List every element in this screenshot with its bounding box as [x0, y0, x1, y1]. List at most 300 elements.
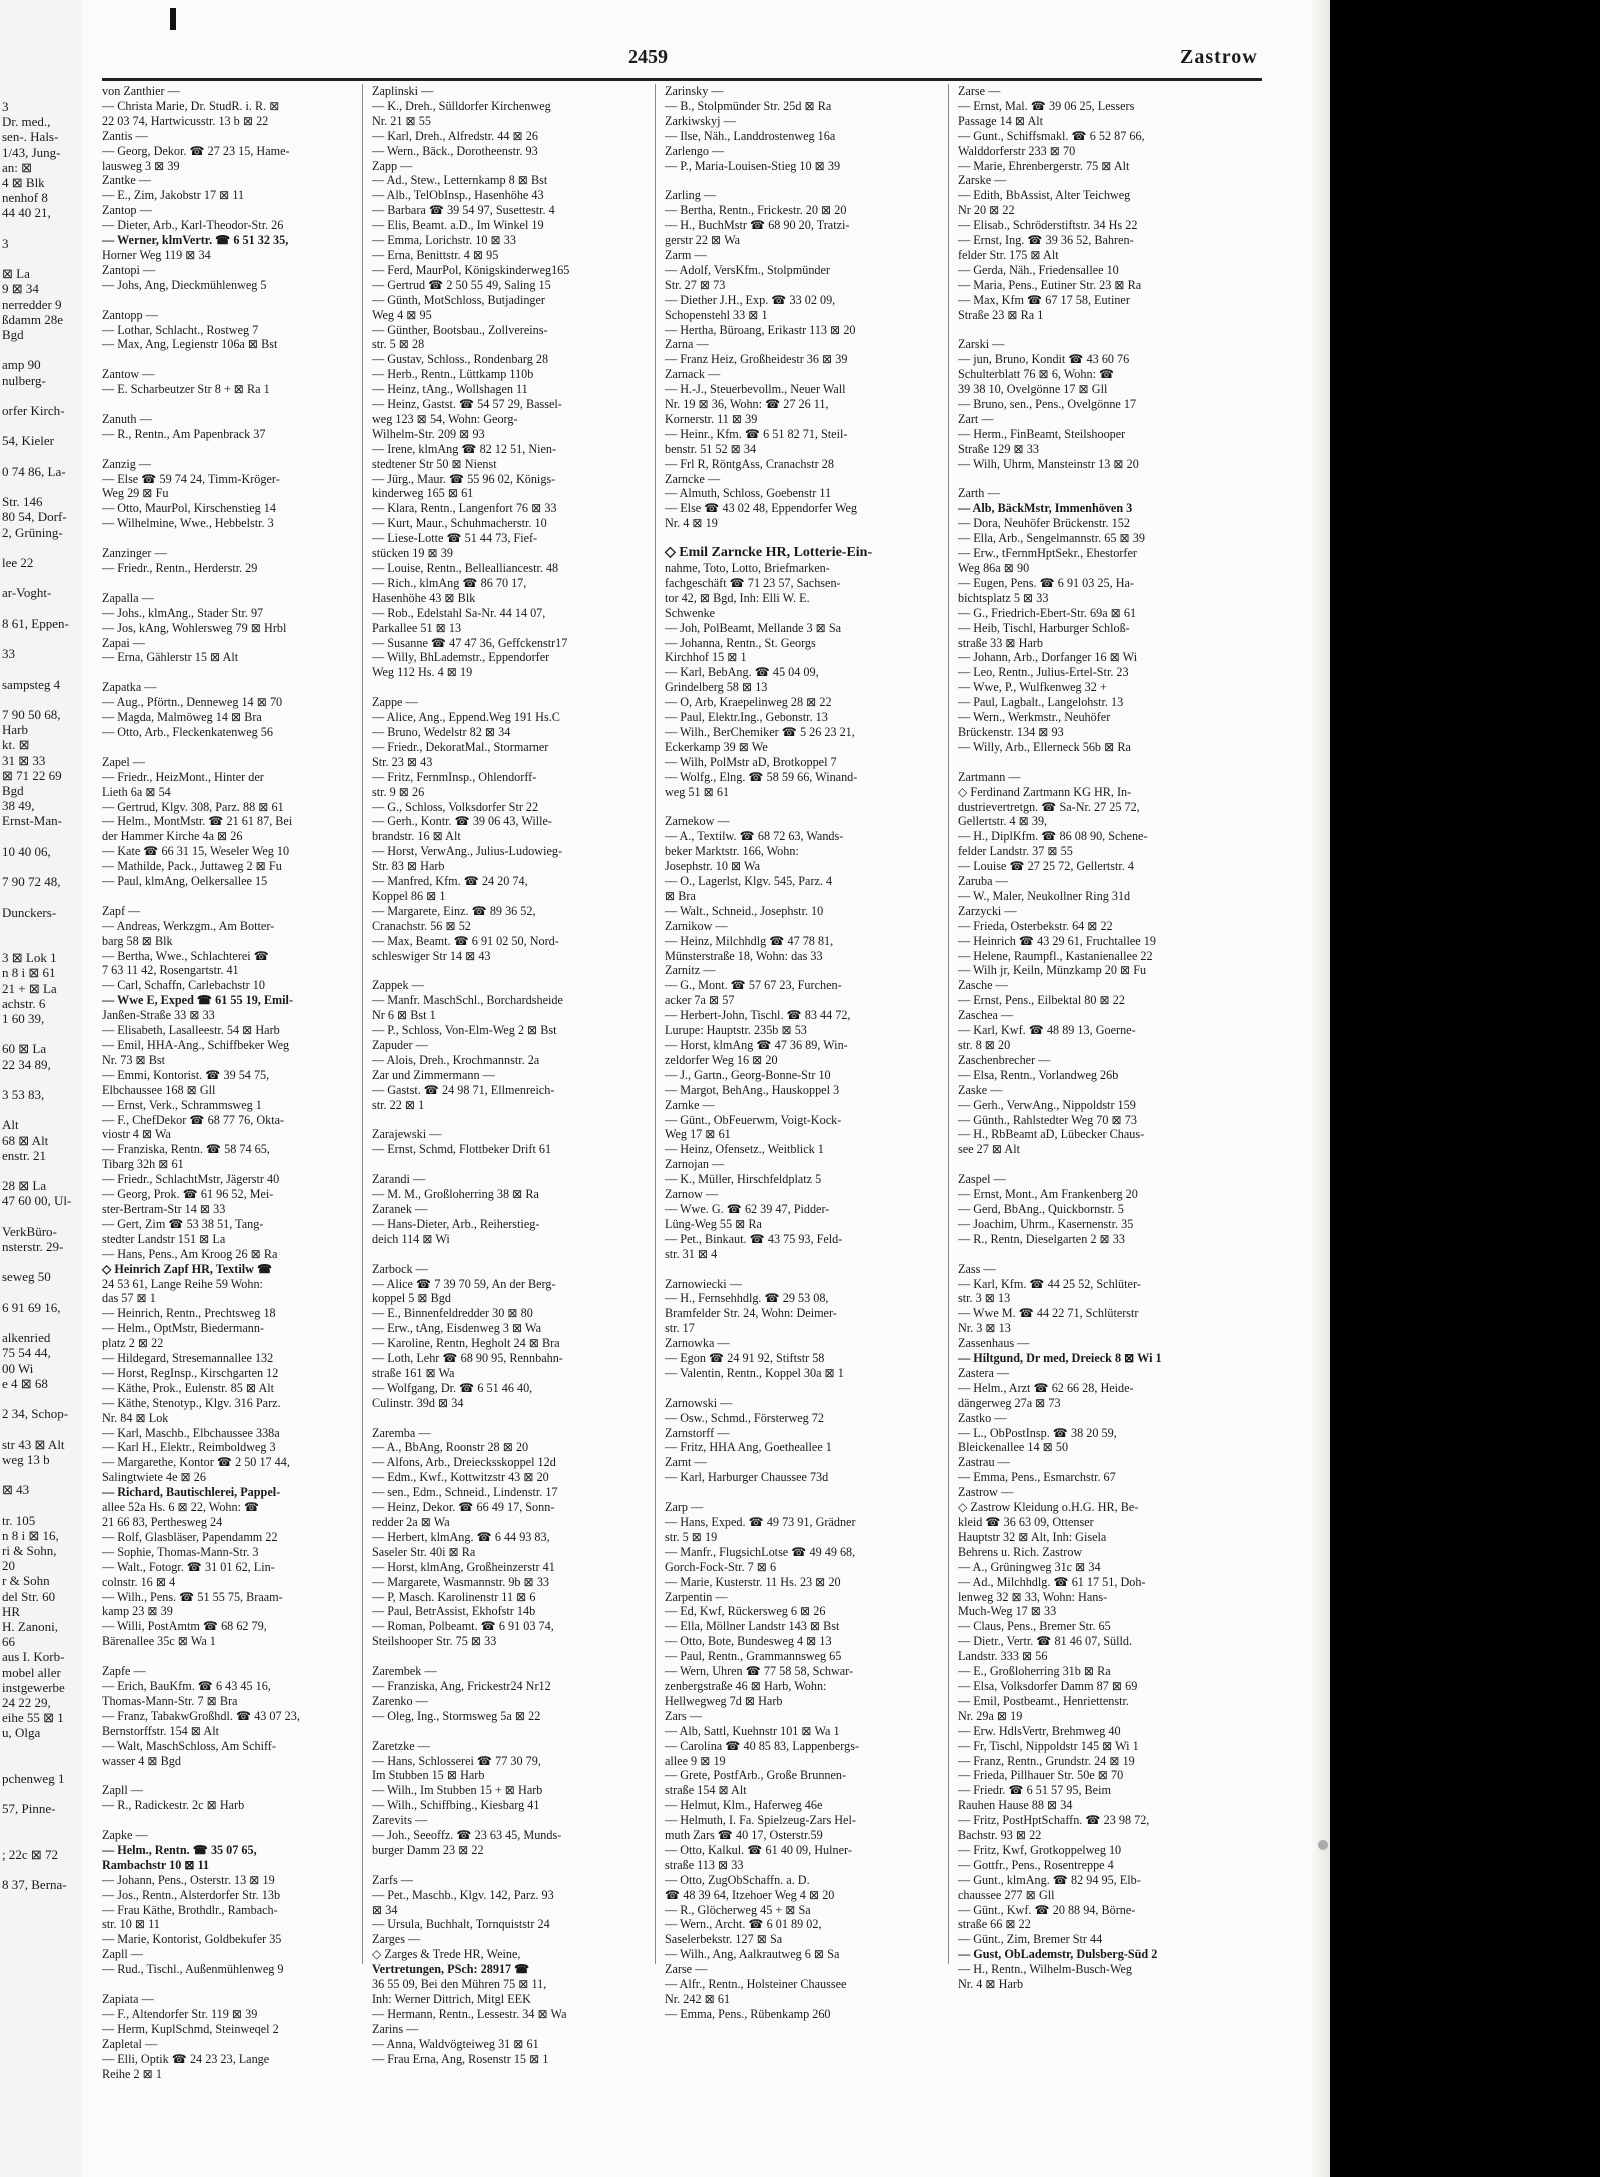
directory-entry: — Bertha, Rentn., Frickestr. 20 ⊠ 20	[665, 203, 847, 218]
directory-entry: — Dieter, Arb., Karl-Theodor-Str. 26	[102, 218, 284, 233]
directory-entry: — Ernst, Schmd, Flottbeker Drift 61	[372, 1142, 552, 1157]
directory-entry: — Günt., Zim, Bremer Str 44	[958, 1932, 1103, 1947]
directory-entry: — Walt., Fotogr. ☎ 31 01 62, Lin-	[102, 1559, 275, 1574]
surname-heading: Weg 86a ⊠ 90	[958, 561, 1030, 575]
prev-page-fragment: 2 34, Schop-	[2, 1406, 69, 1422]
surname-heading: str. 5 ⊠ 19	[665, 1529, 718, 1544]
directory-entry: — Horst, klmAng ☎ 47 36 89, Win-	[665, 1038, 848, 1052]
directory-entry: — H., BuchMstr ☎ 68 90 20, Tratzi-	[665, 218, 850, 233]
directory-entry: — Heinz, Milchhdlg ☎ 47 78 81,	[665, 933, 834, 948]
directory-entry: — Karl H., Elektr., Reimboldweg 3	[102, 1440, 276, 1455]
surname-heading: wasser 4 ⊠ Bgd	[102, 1753, 181, 1768]
prev-page-fragment: Dr. med.,	[2, 114, 51, 130]
directory-entry: — Karl, Harburger Chaussee 73d	[665, 1470, 829, 1485]
directory-entry: — Frau Käthe, Brothdlr., Rambach-	[102, 1902, 278, 1917]
prev-page-fragment: 47 60 00, Ul-	[2, 1193, 72, 1209]
directory-entry: — Gerh., Kontr. ☎ 39 06 43, Wille-	[372, 814, 552, 829]
directory-entry: — Heib, Tischl, Harburger Schloß-	[958, 620, 1130, 635]
directory-entry: — Wilh, PolMstr aD, Brotkoppel 7	[665, 754, 837, 769]
surname-heading: Zarling —	[665, 188, 717, 203]
directory-entry: — Elli, Optik ☎ 24 23 23, Lange	[102, 2051, 270, 2066]
directory-entry: — Horst, VerwAng., Julius-Ludowieg-	[372, 844, 563, 859]
surname-heading: Schulterblatt 76 ⊠ 6, Wohn: ☎	[958, 367, 1115, 382]
surname-heading: Zapke —	[102, 1828, 148, 1843]
directory-entry: — Richard, Bautischlerei, Pappel-	[102, 1485, 281, 1500]
directory-entry: — Elsa, Rentn., Vorlandweg 26b	[958, 1067, 1119, 1082]
directory-entry: — Max, Beamt. ☎ 6 91 02 50, Nord-	[372, 933, 559, 948]
directory-entry: — Gunt., klmAng. ☎ 82 94 95, Elb-	[958, 1872, 1141, 1887]
surname-heading: colnstr. 16 ⊠ 4	[102, 1574, 176, 1589]
surname-heading: beker Marktstr. 166, Wohn:	[665, 844, 799, 859]
surname-heading: Vertretungen, PSch: 28917 ☎	[372, 1962, 530, 1977]
directory-entry: — Margarete, Einz. ☎ 89 36 52,	[372, 903, 536, 918]
prev-page-fragment: sen-. Hals-	[2, 129, 59, 145]
surname-heading: Nr. 21 ⊠ 55	[372, 113, 431, 128]
prev-page-fragment: 33	[2, 646, 15, 662]
directory-entry: — Heinrich, Rentn., Prechtsweg 18	[102, 1306, 276, 1321]
directory-entry: — Emma, Pens., Esmarchstr. 67	[958, 1470, 1116, 1485]
directory-entry: — Friedr., SchlachtMstr, Jägerstr 40	[102, 1172, 280, 1187]
directory-entry: — Wilh jr, Keiln, Münzkamp 20 ⊠ Fu	[958, 963, 1147, 978]
prev-page-fragment: e 4 ⊠ 68	[2, 1375, 48, 1391]
surname-heading: Zarski —	[958, 337, 1005, 352]
directory-entry: — Hans, Schlosserei ☎ 77 30 79,	[372, 1753, 541, 1768]
directory-entry: — Ernst, Verk., Schrammsweg 1	[102, 1097, 262, 1112]
surname-heading: Zarth —	[958, 486, 1000, 501]
prev-page-fragment: Harb	[2, 722, 28, 738]
surname-heading: Bernstorffstr. 154 ⊠ Alt	[102, 1723, 219, 1738]
surname-heading: Parkallee 51 ⊠ 13	[372, 620, 462, 635]
prev-page-fragment: 7 90 72 48,	[2, 874, 61, 890]
directory-entry: — Gertrud ☎ 2 50 55 49, Saling 15	[372, 277, 551, 292]
directory-entry: — Emil, HHA-Ang., Schiffbeker Weg	[102, 1038, 290, 1052]
surname-heading: Bachstr. 93 ⊠ 22	[958, 1828, 1042, 1843]
directory-entry: — Heinz, Ofensetz., Weitblick 1	[665, 1142, 824, 1157]
surname-heading: Nr 20 ⊠ 22	[958, 203, 1015, 218]
directory-entry: — sen., Edm., Schneid., Lindenstr. 17	[372, 1485, 558, 1500]
directory-entry: — Heinz, Dekor. ☎ 66 49 17, Sonn-	[372, 1500, 555, 1515]
surname-heading: Zars —	[665, 1708, 702, 1723]
directory-entry: — Karoline, Rentn, Hegholt 24 ⊠ Bra	[372, 1336, 560, 1351]
column-4	[958, 84, 1208, 1992]
surname-heading	[102, 1768, 352, 1783]
surname-heading: Zapalla —	[102, 590, 154, 605]
directory-entry: — Gastst. ☎ 24 98 71, Ellmenreich-	[372, 1082, 555, 1097]
surname-heading: Zarbock —	[372, 1261, 428, 1276]
directory-entry: — Elisab., Schröderstiftstr. 34 Hs 22	[958, 218, 1138, 233]
directory-entry: — Joh., Seeoffz. ☎ 23 63 45, Munds-	[372, 1828, 562, 1843]
surname-heading: Zasche —	[958, 978, 1008, 993]
directory-entry: — Kate ☎ 66 31 15, Weseler Weg 10	[102, 844, 290, 859]
surname-heading: Zarse —	[665, 1962, 708, 1977]
directory-entry: — Barbara ☎ 39 54 97, Susettestr. 4	[372, 203, 555, 218]
directory-entry: — Claus, Pens., Bremer Str. 65	[958, 1619, 1111, 1634]
directory-entry: — Ernst, Mal. ☎ 39 06 25, Lessers	[958, 98, 1135, 113]
directory-entry: — Gustav, Schloss., Rondenbarg 28	[372, 352, 549, 367]
surname-heading: Walddorferstr 233 ⊠ 70	[958, 143, 1076, 158]
directory-entry: — Friedr., DekoratMal., Stormarner	[372, 739, 549, 754]
surname-heading: Zarse —	[958, 84, 1001, 98]
surname-heading	[665, 1262, 915, 1277]
directory-entry: — Wern., Archt. ☎ 6 01 89 02,	[665, 1917, 822, 1932]
directory-entry: — R., Rentn, Dieselgarten 2 ⊠ 33	[958, 1231, 1125, 1246]
prev-page-fragment: 3	[2, 99, 9, 114]
prev-page-fragment: 54, Kieler	[2, 433, 54, 449]
directory-entry: — Alois, Dreh., Krochmannstr. 2a	[372, 1052, 540, 1067]
surname-heading: Zarnow —	[665, 1187, 719, 1202]
prev-page-fragment: 10 40 06,	[2, 843, 51, 859]
directory-entry: — Otto, MaurPol, Kirschenstieg 14	[102, 501, 276, 516]
directory-entry: — Wilh., Pens. ☎ 51 55 75, Braam-	[102, 1589, 283, 1604]
surname-heading: Zarnitz —	[665, 963, 716, 978]
directory-entry: — Wern., Bäck., Dorotheenstr. 93	[372, 143, 538, 158]
surname-heading: Zarinsky —	[665, 84, 724, 98]
surname-heading: Zarnowka —	[665, 1336, 730, 1351]
surname-heading	[372, 1157, 622, 1172]
directory-entry: — Hiltgund, Dr med, Dreieck 8 ⊠ Wi 1	[958, 1351, 1162, 1366]
directory-entry: — Kurt, Maur., Schuhmacherstr. 10	[372, 516, 547, 531]
prev-page-fragment: 38 49,	[2, 798, 35, 814]
directory-entry: — Diether J.H., Exp. ☎ 33 02 09,	[665, 292, 836, 307]
surname-heading: koppel 5 ⊠ Bgd	[372, 1291, 451, 1306]
surname-heading: Kirchhof 15 ⊠ 1	[665, 650, 747, 665]
directory-entry: — Pet., Binkaut. ☎ 43 75 93, Feld-	[665, 1231, 843, 1246]
directory-entry: — Willi, PostAmtm ☎ 68 62 79,	[102, 1619, 267, 1634]
surname-heading: Zarnstorff —	[665, 1425, 730, 1440]
surname-heading: Str. 27 ⊠ 73	[665, 277, 726, 292]
surname-heading: str. 5 ⊠ 28	[372, 337, 425, 352]
directory-entry: — Manfr., FlugsichLotse ☎ 49 49 68,	[665, 1544, 856, 1559]
directory-entry: — Wern., Werkmstr., Neuhöfer	[958, 710, 1111, 725]
directory-entry: — Johann, Pens., Osterstr. 13 ⊠ 19	[102, 1872, 275, 1887]
surname-heading: Bärenallee 35c ⊠ Wa 1	[102, 1634, 216, 1649]
running-head: Zastrow	[1180, 46, 1258, 68]
directory-entry: — Magda, Malmöweg 14 ⊠ Bra	[102, 710, 262, 725]
prev-page-fragment: Bgd	[2, 783, 24, 798]
directory-entry: — Gust, ObLademstr, Dulsberg-Süd 2	[958, 1947, 1158, 1962]
prev-page-fragment: 3 53 83,	[2, 1087, 45, 1102]
directory-entry: — Osw., Schmd., Försterweg 72	[665, 1410, 824, 1425]
directory-entry: — R., Radickestr. 2c ⊠ Harb	[102, 1798, 245, 1813]
surname-heading: Zaruba —	[958, 874, 1008, 889]
surname-heading: platz 2 ⊠ 22	[102, 1336, 164, 1351]
surname-heading: Zastera —	[958, 1365, 1010, 1380]
column-1	[102, 84, 352, 2081]
directory-entry: — Günt., ObFeuerwm, Voigt-Kock-	[665, 1112, 842, 1127]
surname-heading: zenbergstraße 46 ⊠ Harb, Wohn:	[665, 1678, 827, 1693]
prev-page-fragment: lee 22	[2, 555, 34, 570]
surname-heading: str. 8 ⊠ 20	[958, 1038, 1011, 1052]
surname-heading: Bramfelder Str. 24, Wohn: Deimer-	[665, 1306, 837, 1321]
surname-heading	[102, 1813, 352, 1828]
surname-heading	[102, 531, 352, 546]
directory-entry: — Erna, Gählerstr 15 ⊠ Alt	[102, 650, 239, 665]
directory-entry: — Karl, Kwf. ☎ 48 89 13, Goerne-	[958, 1023, 1136, 1038]
surname-heading: Horner Weg 119 ⊠ 34	[102, 247, 211, 262]
directory-entry: — Helmut, Klm., Haferweg 46e	[665, 1798, 823, 1813]
directory-entry: — Else ☎ 59 74 24, Timm-Kröger-	[102, 471, 280, 486]
surname-heading: str. 31 ⊠ 4	[665, 1246, 718, 1261]
surname-heading: Saseler Str. 40i ⊠ Ra	[372, 1544, 476, 1559]
prev-page-fragment: 8 61, Eppen-	[2, 615, 69, 631]
surname-heading: Zarajewski —	[372, 1127, 442, 1142]
directory-entry: — Ursula, Buchhalt, Tornquiststr 24	[372, 1917, 550, 1932]
directory-entry: — Louise, Rentn., Bellealliancestr. 48	[372, 561, 559, 575]
directory-entry: — Wilh., Ang, Aalkrautweg 6 ⊠ Sa	[665, 1947, 840, 1962]
directory-entry: — Ernst, Pens., Eilbektal 80 ⊠ 22	[958, 993, 1125, 1008]
directory-entry: — Otto, Bote, Bundesweg 4 ⊠ 13	[665, 1634, 832, 1649]
surname-heading: stedter Landstr 151 ⊠ La	[102, 1231, 226, 1246]
directory-entry: — Hertha, Büroang, Erikastr 113 ⊠ 20	[665, 322, 856, 337]
surname-heading: str. 22 ⊠ 1	[372, 1097, 425, 1112]
prev-page-fragment: 21 + ⊠ La	[2, 980, 57, 996]
directory-entry: — Jürg., Maur. ☎ 55 96 02, Königs-	[372, 471, 556, 486]
directory-entry: — Sophie, Thomas-Mann-Str. 3	[102, 1544, 259, 1559]
surname-heading: Zaranek —	[372, 1201, 428, 1216]
surname-heading: Nr. 73 ⊠ Bst	[102, 1052, 166, 1067]
directory-entry: — Alice ☎ 7 39 70 59, An der Berg-	[372, 1276, 556, 1291]
directory-entry: — Gerd, BbAng., Quickbornstr. 5	[958, 1201, 1124, 1216]
surname-heading: Zapuder —	[372, 1038, 428, 1052]
directory-entry: — Gottfr., Pens., Rosentreppe 4	[958, 1857, 1114, 1872]
directory-entry: — A., BbAng, Roonstr 28 ⊠ 20	[372, 1440, 529, 1455]
surname-heading: allee 9 ⊠ 19	[665, 1753, 726, 1768]
directory-page	[82, 0, 1330, 2177]
surname-heading: 24 53 61, Lange Reihe 59 Wohn:	[102, 1276, 263, 1291]
scan-background	[1330, 0, 1600, 2177]
surname-heading: stedtener Str 50 ⊠ Nienst	[372, 456, 497, 471]
directory-entry: — Friedr. ☎ 6 51 57 95, Beim	[958, 1783, 1111, 1798]
prev-page-fragment: ⊠ 43	[2, 1482, 30, 1498]
directory-entry: — Paul, Rentn., Grammannsweg 65	[665, 1649, 842, 1664]
prev-page-fragment: nerredder 9	[2, 296, 62, 312]
surname-heading	[102, 442, 352, 457]
surname-heading: dängerweg 27a ⊠ 73	[958, 1395, 1061, 1410]
surname-heading: der Hammer Kirche 4a ⊠ 26	[102, 829, 243, 844]
surname-heading: str. 17	[665, 1321, 695, 1336]
directory-entry: ◇ Zastrow Kleidung o.H.G. HR, Be-	[958, 1500, 1139, 1515]
prev-page-fragment: aus I. Korb-	[2, 1649, 65, 1665]
directory-entry: — Otto, ZugObSchaffn. a. D.	[665, 1872, 810, 1887]
prev-page-fragment: ⊠ La	[2, 266, 30, 282]
surname-heading: Zapiata —	[102, 1992, 154, 2006]
directory-entry: — K., Dreh., Sülldorfer Kirchenweg	[372, 98, 551, 113]
surname-heading	[372, 1113, 622, 1128]
surname-heading: Nr. 84 ⊠ Lok	[102, 1410, 169, 1425]
directory-entry: — jun, Bruno, Kondit ☎ 43 60 76	[958, 352, 1130, 367]
directory-entry: — Paul, Elektr.Ing., Gebonstr. 13	[665, 710, 828, 725]
surname-heading: Zastrow —	[958, 1485, 1014, 1500]
surname-heading: Zarembek —	[372, 1664, 437, 1679]
directory-entry: — Elsa, Volksdorfer Damm 87 ⊠ 69	[958, 1678, 1138, 1693]
surname-heading	[958, 1247, 1208, 1262]
surname-heading: Zaschenbrecher —	[958, 1052, 1051, 1067]
directory-entry: — Edith, BbAssist, Alter Teichweg	[958, 188, 1131, 203]
surname-heading: Cranachstr. 56 ⊠ 52	[372, 918, 471, 933]
prev-page-fragment: enstr. 21	[2, 1147, 47, 1163]
prev-page-fragment: 24 22 29,	[2, 1695, 51, 1710]
surname-heading: 36 55 09, Bei den Mühren 75 ⊠ 11,	[372, 1977, 547, 1992]
directory-entry: — Marie, Ehrenbergerstr. 75 ⊠ Alt	[958, 158, 1130, 173]
surname-heading: Zar und Zimmermann —	[372, 1067, 495, 1082]
surname-heading: redder 2a ⊠ Wa	[372, 1515, 450, 1529]
directory-entry: — Georg, Prok. ☎ 61 96 52, Mei-	[102, 1187, 274, 1202]
surname-heading	[372, 1411, 622, 1426]
surname-heading: Zarm —	[665, 247, 707, 262]
prev-page-fragment: seweg 50	[2, 1269, 51, 1285]
surname-heading: Hasenhöhe 43 ⊠ Blk	[372, 590, 476, 605]
directory-entry: — Emil, Postbeamt., Henriettenstr.	[958, 1693, 1129, 1708]
surname-heading: 21 66 83, Perthesweg 24	[102, 1515, 223, 1529]
column-divider	[655, 84, 656, 1964]
directory-entry: — Helmuth, I. Fa. Spielzeug-Zars Hel-	[665, 1813, 856, 1828]
directory-entry: — Wilh, Uhrm, Mansteinstr 13 ⊠ 20	[958, 456, 1139, 471]
directory-entry: ◇ Emil Zarncke HR, Lotterie-Ein-	[665, 545, 873, 561]
directory-entry: — G., Mont. ☎ 57 67 23, Furchen-	[665, 978, 842, 993]
previous-page-edge	[0, 0, 82, 2177]
surname-heading: Weg 29 ⊠ Fu	[102, 486, 169, 501]
surname-heading: Zarandi —	[372, 1172, 426, 1187]
surname-heading: Gellertstr. 4 ⊠ 39,	[958, 814, 1048, 829]
prev-page-fragment: ri & Sohn,	[2, 1543, 57, 1558]
prev-page-fragment: 1/43, Jung-	[2, 144, 61, 160]
prev-page-fragment: 00 Wi	[2, 1360, 34, 1376]
surname-heading	[958, 472, 1208, 487]
surname-heading: Zarlengo —	[665, 143, 725, 158]
surname-heading: Zaplinski —	[372, 84, 434, 98]
directory-entry: — L., ObPostInsp. ☎ 38 20 59,	[958, 1425, 1117, 1440]
directory-entry: — J., Gartn., Georg-Bonne-Str 10	[665, 1067, 831, 1082]
directory-entry: — Pet., Maschb., Klgv. 142, Parz. 93	[372, 1887, 554, 1902]
prev-page-fragment: sampsteg 4	[2, 676, 61, 692]
directory-entry: — Louise ☎ 27 25 72, Gellertstr. 4	[958, 859, 1134, 874]
prev-page-fragment: r & Sohn	[2, 1573, 50, 1589]
directory-entry: — Erich, BauKfm. ☎ 6 43 45 16,	[102, 1678, 271, 1693]
directory-entry: — Walt, MaschSchloss, Am Schiff-	[102, 1738, 276, 1753]
surname-heading: benstr. 51 52 ⊠ 34	[665, 441, 757, 456]
prev-page-fragment: 31 ⊠ 33	[2, 752, 46, 768]
surname-heading: straße 33 ⊠ Harb	[958, 635, 1044, 650]
directory-entry: — Max, Ang, Legienstr 106a ⊠ Bst	[102, 337, 278, 352]
surname-heading: Zarnekow —	[665, 814, 730, 829]
directory-entry: — Ad., Milchhdlg. ☎ 61 17 51, Doh-	[958, 1574, 1146, 1589]
surname-heading: Zarnowski —	[665, 1395, 733, 1410]
surname-heading: Zaremba —	[372, 1425, 431, 1440]
surname-heading: fachgeschäft ☎ 71 23 57, Sachsen-	[665, 575, 841, 590]
directory-entry: — Johs., klmAng., Stader Str. 97	[102, 605, 264, 620]
prev-page-fragment: 9 ⊠ 34	[2, 281, 39, 297]
directory-entry: — Erw., tAng, Eisdenweg 3 ⊠ Wa	[372, 1321, 541, 1336]
directory-entry: — Gerda, Näh., Friedensallee 10	[958, 262, 1119, 277]
prev-page-fragment: 3	[2, 235, 9, 251]
directory-entry: — Margarethe, Kontor ☎ 2 50 17 44,	[102, 1455, 290, 1470]
surname-heading: acker 7a ⊠ 57	[665, 993, 735, 1008]
directory-entry: — Friedr., Rentn., Herderstr. 29	[102, 561, 258, 575]
directory-entry: — Maria, Pens., Eutiner Str. 23 ⊠ Ra	[958, 277, 1142, 292]
surname-heading: dustrievertretgn. ☎ Sa-Nr. 27 25 72,	[958, 799, 1140, 814]
surname-heading: schleswiger Str 14 ⊠ 43	[372, 948, 491, 963]
prev-page-fragment: an: ⊠	[2, 159, 33, 175]
directory-entry: — Alb, Sattl, Kuehnstr 101 ⊠ Wa 1	[665, 1723, 840, 1738]
surname-heading: Zarfs —	[372, 1872, 413, 1887]
surname-heading: Elbchaussee 168 ⊠ Gll	[102, 1082, 216, 1097]
directory-entry: — Johs, Ang, Dieckmühlenweg 5	[102, 277, 267, 292]
surname-heading: Zappek —	[372, 978, 424, 993]
directory-entry: — Aug., Pförtn., Denneweg 14 ⊠ 70	[102, 695, 283, 710]
directory-entry: — R., Glöcherweg 45 + ⊠ Sa	[665, 1902, 811, 1917]
surname-heading	[372, 1858, 622, 1873]
surname-heading	[665, 800, 915, 815]
directory-entry: — Paul, Lagbalt., Langelohstr. 13	[958, 695, 1124, 710]
directory-entry: — Oleg, Ing., Stormsweg 5a ⊠ 22	[372, 1708, 541, 1723]
directory-entry: — Ed, Kwf, Rückersweg 6 ⊠ 26	[665, 1604, 826, 1619]
prev-page-fragment: 22 34 89,	[2, 1056, 51, 1072]
directory-entry: — Jos, kAng, Wohlersweg 79 ⊠ Hrbl	[102, 620, 287, 635]
surname-heading: Rambachstr 10 ⊠ 11	[102, 1857, 210, 1872]
directory-entry: — Werner, klmVertr. ☎ 6 51 32 35,	[102, 233, 289, 248]
surname-heading	[665, 1485, 915, 1500]
directory-entry: — Horst, RegInsp., Kirschgarten 12	[102, 1365, 279, 1380]
surname-heading: Münsterstraße 18, Wohn: das 33	[665, 948, 823, 963]
directory-entry: — Walt., Schneid., Josephstr. 10	[665, 903, 824, 918]
prev-page-fragment: 80 54, Dorf-	[2, 509, 67, 525]
surname-heading: chaussee 277 ⊠ Gll	[958, 1887, 1055, 1902]
surname-heading: Eckerkamp 39 ⊠ We	[665, 739, 768, 754]
surname-heading: Schopenstehl 33 ⊠ 1	[665, 307, 768, 322]
directory-entry: — Erna, Benittstr. 4 ⊠ 95	[372, 247, 499, 262]
surname-heading: Zarevits —	[372, 1813, 428, 1828]
directory-entry: — Else ☎ 43 02 48, Eppendorfer Weg	[665, 501, 858, 516]
prev-page-fragment: 1 60 39,	[2, 1011, 45, 1026]
prev-page-fragment: kt. ⊠	[2, 737, 30, 753]
directory-entry: — Herbert-John, Tischl. ☎ 83 44 72,	[665, 1008, 851, 1023]
directory-entry: — Helm., Arzt ☎ 62 66 28, Heide-	[958, 1380, 1134, 1395]
directory-entry: — H., RbBeamt aD, Lübecker Chaus-	[958, 1127, 1145, 1142]
directory-entry: — Hermann, Rentn., Lessestr. 34 ⊠ Wa	[372, 2006, 567, 2021]
surname-heading: weg 123 ⊠ 54, Wohn: Georg-	[372, 411, 518, 426]
surname-heading	[372, 1649, 622, 1664]
page-spot	[1318, 1840, 1328, 1850]
directory-entry: — H.-J., Steuerbevollm., Neuer Wall	[665, 382, 846, 397]
directory-entry: — Paul, BetrAssist, Ekhofstr 14b	[372, 1604, 536, 1619]
surname-heading: 7 63 11 42, Rosengartstr. 41	[102, 963, 239, 978]
surname-heading: lausweg 3 ⊠ 39	[102, 158, 180, 173]
surname-heading: Zarske —	[958, 173, 1007, 188]
directory-entry: — Ad., Stew., Letternkamp 8 ⊠ Bst	[372, 173, 548, 188]
prev-page-fragment: instgewerbe	[2, 1679, 65, 1695]
directory-entry: — E., Zim, Jakobstr 17 ⊠ 11	[102, 188, 245, 203]
surname-heading: Im Stubben 15 ⊠ Harb	[372, 1768, 485, 1783]
directory-entry: — Bruno, sen., Pens., Ovelgönne 17	[958, 397, 1137, 412]
surname-heading: kinderweg 165 ⊠ 61	[372, 486, 474, 501]
directory-entry: — Käthe, Prok., Eulenstr. 85 ⊠ Alt	[102, 1380, 275, 1395]
surname-heading: Zarna —	[665, 337, 709, 352]
surname-heading: Steilshooper Str. 75 ⊠ 33	[372, 1634, 497, 1649]
directory-entry: — Gunt., Schiffsmakl. ☎ 6 52 87 66,	[958, 128, 1145, 143]
directory-entry: — Alfons, Arb., Dreiecksskoppel 12d	[372, 1455, 556, 1470]
surname-heading: Koppel 86 ⊠ 1	[372, 888, 446, 903]
directory-entry: — Manfred, Kfm. ☎ 24 20 74,	[372, 874, 528, 889]
directory-entry: — E., Großloherring 31b ⊠ Ra	[958, 1664, 1111, 1679]
surname-heading: nahme, Toto, Lotto, Briefmarken-	[665, 561, 830, 575]
surname-heading	[665, 1381, 915, 1396]
directory-entry: — Günth, MotSchloss, Butjadinger	[372, 292, 545, 307]
directory-entry: — Heinz, tAng., Wollshagen 11	[372, 382, 528, 397]
surname-heading: Salingtwiete 4e ⊠ 26	[102, 1470, 206, 1485]
surname-heading: Zapp —	[372, 158, 413, 173]
surname-heading: Grindelberg 58 ⊠ 13	[665, 680, 768, 695]
surname-heading: Zass —	[958, 1261, 996, 1276]
